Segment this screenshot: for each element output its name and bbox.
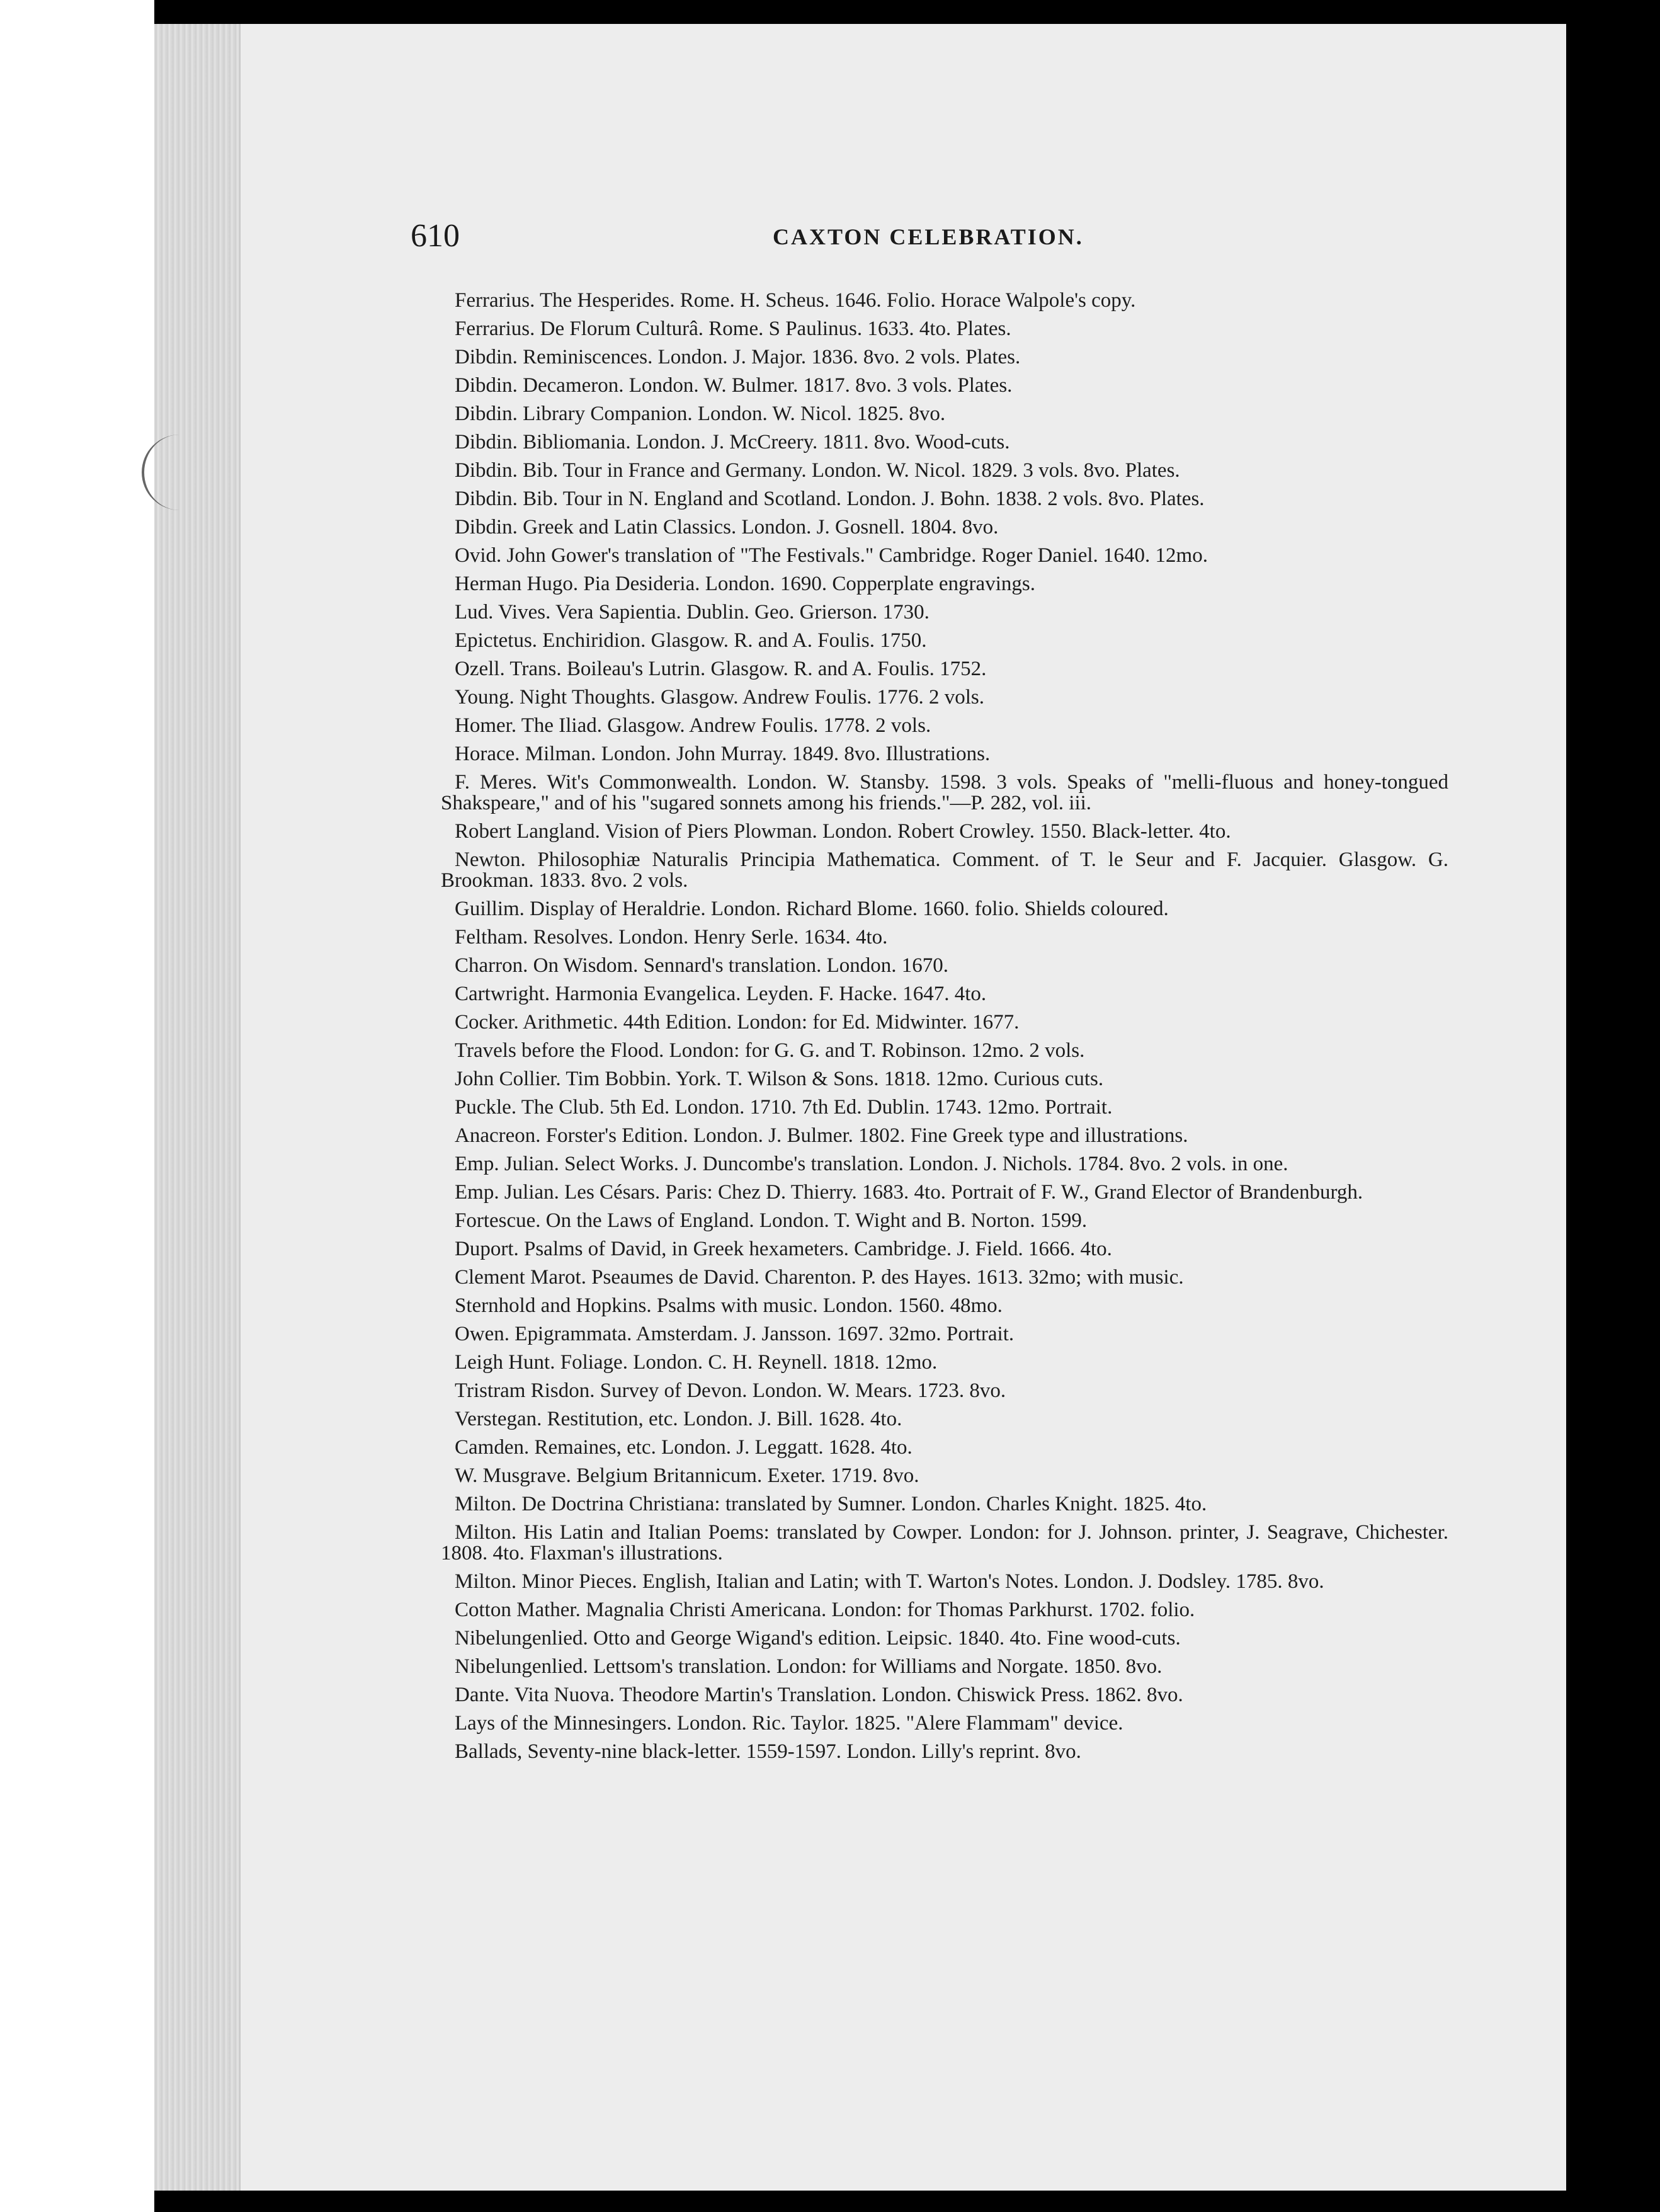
list-item: Homer. The Iliad. Glasgow. Andrew Foulis. 1778. 2 vols. [455, 714, 931, 737]
list-item: Nibelungenlied. Otto and George Wigand's edition. Leipsic. 1840. 4to. Fine wood-cuts. [455, 1627, 1181, 1650]
list-item: Guillim. Display of Heraldrie. London. Richard Blome. 1660. folio. Shields coloured. [455, 898, 1169, 920]
book-page-edges [154, 24, 239, 2191]
list-item: W. Musgrave. Belgium Britannicum. Exeter. 1719. 8vo. [455, 1464, 919, 1487]
list-item: Milton. His Latin and Italian Poems: translated by Cowper. London: for J. Johnson. printer, J. Seagrave, Chichester. 1808. 4to. Flaxman's illustrations. [441, 1521, 1448, 1565]
list-item: Dibdin. Reminiscences. London. J. Major. 1836. 8vo. 2 vols. Plates. [455, 346, 1021, 368]
list-item: Tristram Risdon. Survey of Devon. London. W. Mears. 1723. 8vo. [455, 1379, 1006, 1402]
list-item: Puckle. The Club. 5th Ed. London. 1710. 7th Ed. Dublin. 1743. 12mo. Portrait. [455, 1096, 1113, 1119]
list-item: Robert Langland. Vision of Piers Plowman. London. Robert Crowley. 1550. Black-letter. 4to. [455, 820, 1231, 843]
list-item: Ovid. John Gower's translation of "The Festivals." Cambridge. Roger Daniel. 1640. 12mo. [455, 544, 1208, 567]
page-header [411, 217, 1292, 268]
list-item: Ozell. Trans. Boileau's Lutrin. Glasgow. R. and A. Foulis. 1752. [455, 658, 987, 680]
bibliography-list [441, 287, 1448, 1766]
list-item: Duport. Psalms of David, in Greek hexameters. Cambridge. J. Field. 1666. 4to. [455, 1238, 1112, 1260]
list-item: Ballads, Seventy-nine black-letter. 1559-1597. London. Lilly's reprint. 8vo. [455, 1740, 1081, 1763]
list-item: Dibdin. Bibliomania. London. J. McCreery. 1811. 8vo. Wood-cuts. [455, 431, 1010, 453]
list-item: Cartwright. Harmonia Evangelica. Leyden. F. Hacke. 1647. 4to. [455, 983, 987, 1005]
list-item: Young. Night Thoughts. Glasgow. Andrew Foulis. 1776. 2 vols. [455, 686, 984, 709]
list-item: Horace. Milman. London. John Murray. 1849. 8vo. Illustrations. [455, 743, 991, 765]
list-item: Sternhold and Hopkins. Psalms with music. London. 1560. 48mo. [455, 1294, 1003, 1317]
running-head: CAXTON CELEBRATION. [773, 224, 1084, 249]
list-item: Owen. Epigrammata. Amsterdam. J. Jansson. 1697. 32mo. Portrait. [455, 1323, 1015, 1345]
list-item: Ferrarius. The Hesperides. Rome. H. Scheus. 1646. Folio. Horace Walpole's copy. [455, 289, 1136, 312]
list-item: Dibdin. Library Companion. London. W. Nicol. 1825. 8vo. [455, 402, 946, 425]
list-item: Dibdin. Greek and Latin Classics. London. J. Gosnell. 1804. 8vo. [455, 516, 999, 539]
list-item: Fortescue. On the Laws of England. London. T. Wight and B. Norton. 1599. [455, 1209, 1088, 1232]
list-item: Ferrarius. De Florum Culturâ. Rome. S Paulinus. 1633. 4to. Plates. [455, 317, 1011, 340]
list-item: Cocker. Arithmetic. 44th Edition. London: for Ed. Midwinter. 1677. [455, 1011, 1020, 1034]
page-number: 610 [411, 218, 460, 254]
list-item: Newton. Philosophiæ Naturalis Principia Mathematica. Comment. of T. le Seur and F. Jacquier. Glasgow. G. Brookman. 1833. 8vo. 2 vols. [441, 848, 1448, 892]
list-item: Emp. Julian. Select Works. J. Duncombe's translation. London. J. Nichols. 1784. 8vo. 2 vols. in one. [455, 1153, 1288, 1175]
list-item: Anacreon. Forster's Edition. London. J. Bulmer. 1802. Fine Greek type and illustrations. [455, 1124, 1188, 1147]
list-item: Charron. On Wisdom. Sennard's translation. London. 1670. [455, 954, 949, 977]
list-item: Emp. Julian. Les Césars. Paris: Chez D. Thierry. 1683. 4to. Portrait of F. W., Grand Elector of Brandenburgh. [455, 1181, 1363, 1204]
list-item: Milton. De Doctrina Christiana: translated by Sumner. London. Charles Knight. 1825. 4to. [455, 1493, 1207, 1515]
list-item: Leigh Hunt. Foliage. London. C. H. Reynell. 1818. 12mo. [455, 1351, 938, 1374]
list-item: Milton. Minor Pieces. English, Italian and Latin; with T. Warton's Notes. London. J. Dodsley. 1785. 8vo. [455, 1570, 1324, 1593]
list-item: Lud. Vives. Vera Sapientia. Dublin. Geo. Grierson. 1730. [455, 601, 929, 624]
list-item: Epictetus. Enchiridion. Glasgow. R. and A. Foulis. 1750. [455, 629, 927, 652]
list-item: Dante. Vita Nuova. Theodore Martin's Translation. London. Chiswick Press. 1862. 8vo. [455, 1684, 1183, 1706]
list-item: Travels before the Flood. London: for G. G. and T. Robinson. 12mo. 2 vols. [455, 1039, 1085, 1062]
list-item: Verstegan. Restitution, etc. London. J. Bill. 1628. 4to. [455, 1408, 902, 1430]
list-item: F. Meres. Wit's Commonwealth. London. W. Stansby. 1598. 3 vols. Speaks of "melli-fluous and honey-tongued Shakspeare," and of his "sugared sonnets among his friends."—P. 282, vol. iii. [441, 771, 1448, 814]
list-item: Feltham. Resolves. London. Henry Serle. 1634. 4to. [455, 926, 888, 949]
list-item: Cotton Mather. Magnalia Christi Americana. London: for Thomas Parkhurst. 1702. folio. [455, 1599, 1195, 1621]
list-item: Dibdin. Bib. Tour in France and Germany. London. W. Nicol. 1829. 3 vols. 8vo. Plates. [455, 459, 1180, 482]
list-item: John Collier. Tim Bobbin. York. T. Wilson & Sons. 1818. 12mo. Curious cuts. [455, 1068, 1104, 1090]
list-item: Dibdin. Bib. Tour in N. England and Scotland. London. J. Bohn. 1838. 2 vols. 8vo. Plates. [455, 487, 1205, 510]
list-item: Camden. Remaines, etc. London. J. Leggatt. 1628. 4to. [455, 1436, 912, 1459]
list-item: Clement Marot. Pseaumes de David. Charenton. P. des Hayes. 1613. 32mo; with music. [455, 1266, 1184, 1289]
left-margin [0, 0, 154, 2212]
list-item: Herman Hugo. Pia Desideria. London. 1690. Copperplate engravings. [455, 573, 1035, 595]
list-item: Lays of the Minnesingers. London. Ric. Taylor. 1825. "Alere Flammam" device. [455, 1712, 1123, 1735]
list-item: Nibelungenlied. Lettsom's translation. London: for Williams and Norgate. 1850. 8vo. [455, 1655, 1163, 1678]
list-item: Dibdin. Decameron. London. W. Bulmer. 1817. 8vo. 3 vols. Plates. [455, 374, 1013, 397]
